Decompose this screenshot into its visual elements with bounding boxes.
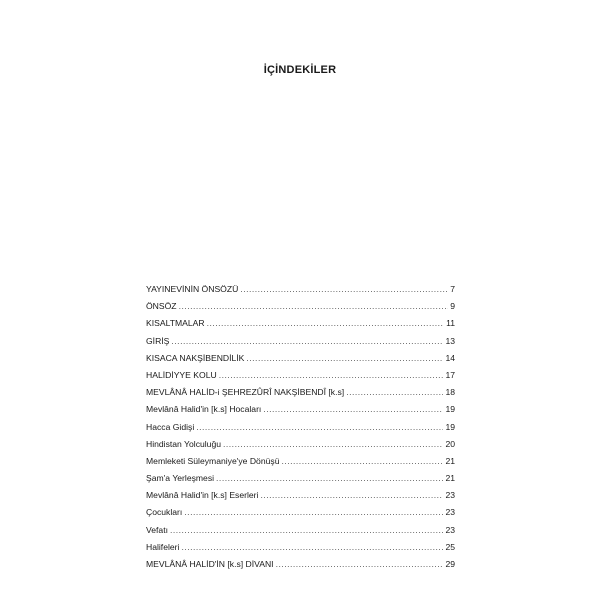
toc-entry — [146, 436, 455, 453]
toc-entry-label: ÖNSÖZ — [146, 301, 177, 312]
toc-entry-label: Çocukları — [146, 507, 183, 518]
toc-entry-page: 14 — [445, 352, 455, 363]
toc-entry-page: 23 — [445, 490, 455, 501]
dot-leader — [184, 504, 443, 521]
toc-entry-page: 19 — [445, 404, 455, 415]
toc-entry-page: 13 — [445, 335, 455, 346]
toc-entry — [146, 522, 455, 539]
toc-entry-label: Hindistan Yolculuğu — [146, 438, 222, 449]
dot-leader — [246, 350, 443, 367]
toc-entry-label: YAYINEVİNİN ÖNSÖZÜ — [146, 284, 239, 294]
toc-entry — [146, 315, 455, 332]
dot-leader — [219, 367, 444, 384]
toc-entry-page: 25 — [445, 541, 455, 552]
toc-entry-page: 21 — [445, 455, 455, 466]
dot-leader — [223, 436, 443, 453]
toc-entry — [146, 333, 455, 350]
dot-leader — [346, 384, 443, 401]
toc-entry-page: 23 — [445, 524, 455, 535]
dot-leader — [263, 401, 443, 418]
toc-entry — [146, 556, 455, 573]
toc-entry-page: 18 — [445, 387, 455, 398]
toc-entry-label: MEVLÂNÂ HALİD'İN [k.s] DİVANI — [146, 559, 274, 569]
toc-entry-label: KISACA NAKŞİBENDİLİK — [146, 352, 245, 363]
toc-entry-label: Halifeleri — [146, 541, 180, 552]
toc-entry — [146, 487, 455, 504]
toc-entry — [146, 401, 455, 418]
dot-leader — [171, 333, 443, 350]
toc-entry-label: Vefatı — [146, 524, 168, 535]
toc-entry-page: 17 — [445, 369, 455, 380]
toc-entry-page: 23 — [445, 507, 455, 518]
toc-entry — [146, 367, 455, 384]
dot-leader — [179, 298, 449, 315]
toc-entry — [146, 504, 455, 521]
toc-entry — [146, 539, 455, 556]
dot-leader — [281, 453, 443, 470]
dot-leader — [196, 419, 443, 436]
toc-entry — [146, 350, 455, 367]
dot-leader — [207, 315, 444, 332]
dot-leader — [216, 470, 443, 487]
toc-entry-label: Mevlânâ Halid'in [k.s] Eserleri — [146, 490, 259, 501]
dot-leader — [170, 522, 443, 539]
toc-entry — [146, 384, 455, 401]
toc-entry-label: MEVLÂNÂ HALİD-i ŞEHREZÛRÎ NAKŞİBENDÎ [k.s] — [146, 387, 345, 398]
toc-entry — [146, 453, 455, 470]
dot-leader — [276, 556, 444, 573]
toc-entry — [146, 419, 455, 436]
toc-entry-label: Şam'a Yerleşmesi — [146, 473, 215, 484]
toc-entry-label: GİRİŞ — [146, 335, 170, 346]
toc-entry — [146, 298, 455, 315]
dot-leader — [260, 487, 443, 504]
toc-entry-label: Memleketi Süleymaniye'ye Dönüşü — [146, 455, 280, 466]
toc-entry-page: 7 — [450, 284, 455, 294]
dot-leader — [181, 539, 443, 556]
table-of-contents — [146, 281, 455, 573]
toc-entry-label: HALİDİYYE KOLU — [146, 369, 217, 380]
toc-entry-page: 19 — [445, 421, 455, 432]
toc-entry-label: KISALTMALAR — [146, 318, 205, 329]
toc-entry — [146, 470, 455, 487]
toc-title: İÇİNDEKİLER — [263, 64, 337, 76]
toc-entry — [146, 281, 455, 298]
toc-entry-page: 21 — [445, 473, 455, 484]
toc-entry-label: Hacca Gidişi — [146, 421, 195, 432]
toc-entry-page: 11 — [446, 318, 455, 329]
toc-entry-page: 20 — [445, 438, 455, 449]
toc-entry-page: 29 — [445, 559, 455, 569]
toc-entry-label: Mevlânâ Halid'in [k.s] Hocaları — [146, 404, 262, 415]
toc-entry-page: 9 — [450, 301, 455, 312]
dot-leader — [240, 281, 448, 298]
